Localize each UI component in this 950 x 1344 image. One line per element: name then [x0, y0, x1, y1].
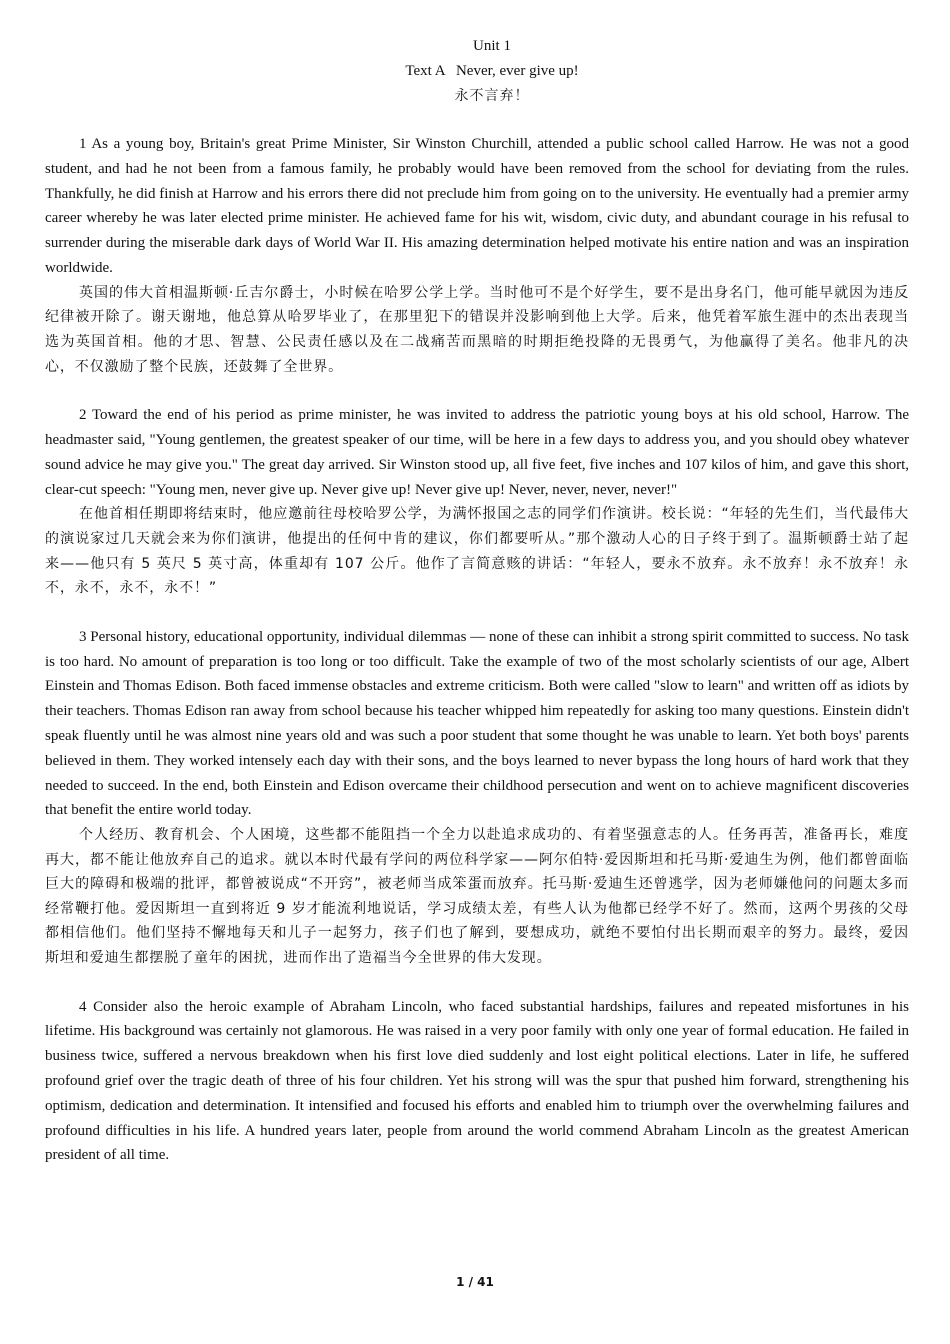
paragraph-3-chinese: 个人经历、教育机会、个人困境，这些都不能阻挡一个全力以赴追求成功的、有着坚强意志的人。任务再苦，准备再长，难度再大，都不能让他放弃自己的追求。就以本时代最有学问的两位科学家——阿尔伯特·爱因斯坦和托马斯·爱迪生为例，他们都曾面临巨大的障碍和极端的批评，都曾被说成“不开窍”，被老师当成笨蛋而放弃。托马斯·爱迪生还曾逃学，因为老师嫌他问的问题太多而经常鞭打他。爱因斯坦一直到将近 9 岁才能流利地说话，学习成绩太差，有些人认为他都已经学不好了。然而，这两个男孩的父母都相信他们。他们坚持不懈地每天和儿子一起努力，孩子们也了解到，要想成功，就绝不要怕付出长期而艰辛的努力。最终，爱因斯坦和爱迪生都摆脱了童年的困扰，进而作出了造福当今全世界的伟大发现。 — [45, 827, 909, 967]
paragraph-4 — [45, 995, 909, 1169]
paragraph-1-chinese: 英国的伟大首相温斯顿·丘吉尔爵士，小时候在哈罗公学上学。当时他可不是个好学生，要不是出身名门，他可能早就因为违反纪律被开除了。谢天谢地，他总算从哈罗毕业了，在那里犯下的错误并没影响到他上大学。后来，他凭着军旅生涯中的杰出表现当选为英国首相。他的才思、智慧、公民责任感以及在二战痛苦而黑暗的时期拒绝投降的无畏勇气，为他赢得了美名。他非凡的决心，不仅激励了整个民族，还鼓舞了全世界。 — [45, 284, 909, 375]
paragraph-4-english: 4 Consider also the heroic example of Abraham Lincoln, who faced substantial hardships, failures and repeated misfortunes in his lifetime. His background was certainly not glamorous. He was raised in a very poor family with only one year of formal education. He failed in business twice, suffered a nervous breakdown when his first love died suddenly and lost eight political elections. Later in life, he suffered profound grief over the tragic death of three of his four children. Yet his strong will was the spur that pushed him forward, strengthening his optimism, dedication and determination. It intensified and focused his efforts and enabled him to triumph over the overwhelming failures and profound difficulties in his life. A hundred years later, people from around the world commend Abraham Lincoln as the greatest American president of all time. — [45, 998, 909, 1164]
paragraph-3-english: 3 Personal history, educational opportunity, individual dilemmas — none of these can inhibit a strong spirit committed to success. No task is too hard. No amount of preparation is too long or too difficult. Take the example of two of the most scholarly scientists of our age, Albert Einstein and Thomas Edison. Both faced immense obstacles and extreme criticism. Both were called "slow to learn" and written off as idiots by their teachers. Thomas Edison ran away from school because his teacher whipped him repeatedly for asking too many questions. Einstein didn't speak fluently until he was almost nine years old and was such a poor student that some thought he was unable to learn. Yet both boys' parents believed in them. They worked intensely each day with their sons, and the boys learned to never bypass the long hours of hard work that they needed to succeed. In the end, both Einstein and Edison overcame their childhood persecution and went on to achieve magnificent discoveries that benefit the entire world today. — [45, 628, 909, 819]
paragraph-3 — [45, 625, 909, 971]
text-title: Text A Never, ever give up! — [405, 63, 579, 79]
document-body — [45, 132, 909, 1192]
page-indicator: 1 / 41 — [456, 1275, 494, 1289]
chinese-title: 永不言弃！ — [454, 88, 530, 104]
paragraph-2 — [45, 403, 909, 601]
paragraph-2-english: 2 Toward the end of his period as prime minister, he was invited to address the patriotic young boys at his old school, Harrow. The headmaster said, "Young gentlemen, the greatest speaker of our time, will be here in a few days to address you, and you should obey whatever sound advice he may give you." The great day arrived. Sir Winston stood up, all five feet, five inches and 107 kilos of him, and gave this short, clear-cut speech: "Young men, never give up. Never give up! Never give up! Never, never, never, never!" — [45, 407, 909, 498]
unit-title: Unit 1 — [473, 38, 511, 54]
paragraph-1 — [45, 132, 909, 379]
document-header — [0, 34, 950, 109]
paragraph-1-english: 1 As a young boy, Britain's great Prime Minister, Sir Winston Churchill, attended a public school called Harrow. He was not a good student, and had he not been from a famous family, he probably would have been removed from the school for deviating from the rules. Thankfully, he did finish at Harrow and his errors there did not preclude him from going on to the university. He eventually had a premier army career whereby he was later elected prime minister. He achieved fame for his wit, wisdom, civic duty, and abundant courage in his refusal to surrender during the miserable dark days of World War II. His amazing determination helped motivate his entire nation and was an inspiration worldwide. — [45, 136, 909, 276]
paragraph-2-chinese: 在他首相任期即将结束时，他应邀前往母校哈罗公学，为满怀报国之志的同学们作演讲。校长说：“年轻的先生们，当代最伟大的演说家过几天就会来为你们演讲，他提出的任何中肯的建议，你们都要听从。”那个激动人心的日子终于到了。温斯顿爵士站了起来——他只有 5 英尺 5 英寸高，体重却有 107 公斤。他作了言简意赅的讲话：“年轻人，要永不放弃。永不放弃！永不放弃！永不，永不，永不，永不！” — [45, 506, 909, 597]
